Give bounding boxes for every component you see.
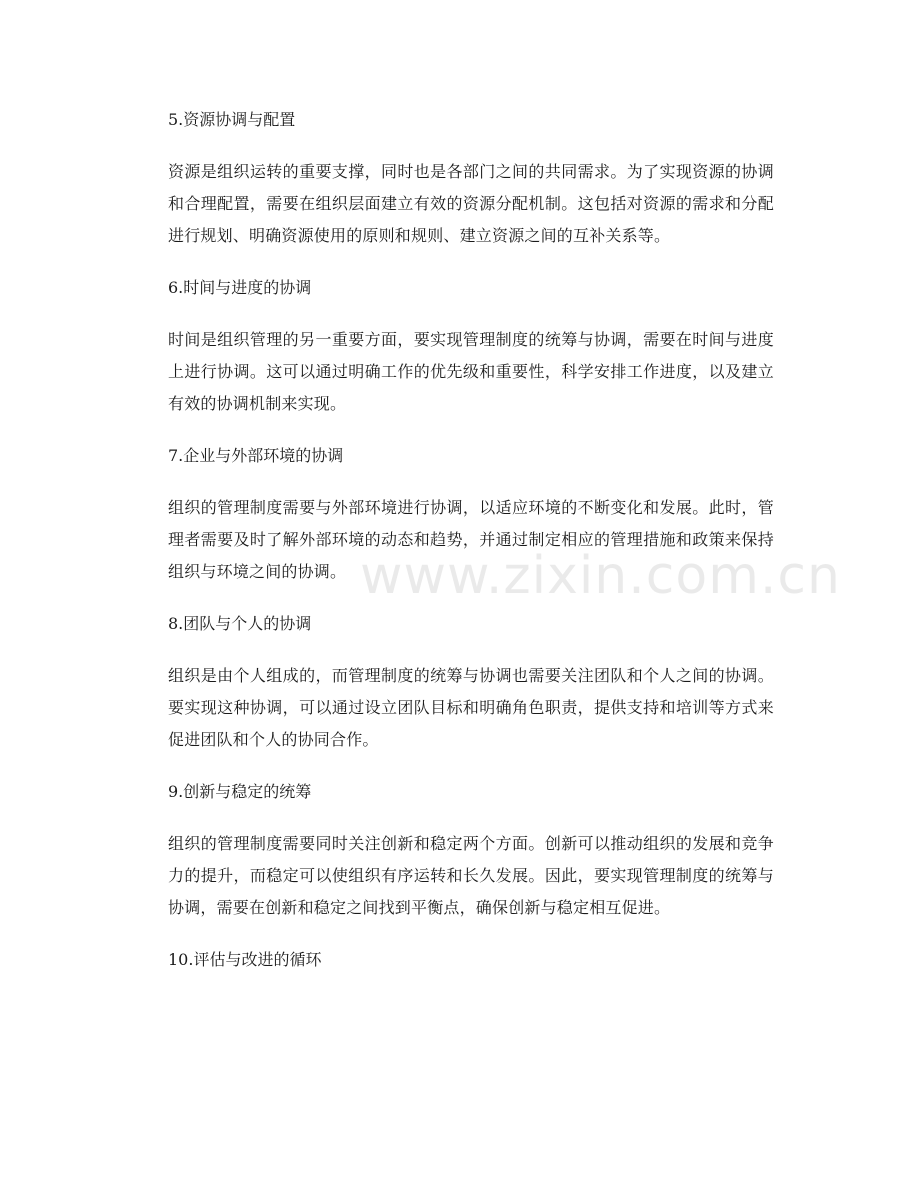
section-heading: 7.企业与外部环境的协调 <box>168 446 344 465</box>
section-time-coordination <box>168 272 774 420</box>
section-innovation-stability <box>168 776 774 924</box>
section-heading: 10.评估与改进的循环 <box>168 950 322 969</box>
section-paragraph: 组织的管理制度需要同时关注创新和稳定两个方面。创新可以推动组织的发展和竞争力的提升，而稳定可以使组织有序运转和长久发展。因此，要实现管理制度的统筹与协调，需要在创新和稳定之间找到平衡点，确保创新与稳定相互促进。 <box>168 834 774 917</box>
section-evaluation-improvement <box>168 944 774 976</box>
watermark: www.zixin.com.cn <box>360 546 841 606</box>
section-paragraph: 组织的管理制度需要与外部环境进行协调，以适应环境的不断变化和发展。此时，管理者需要及时了解外部环境的动态和趋势，并通过制定相应的管理措施和政策来保持组织与环境之间的协调。 <box>168 498 774 581</box>
section-paragraph: 时间是组织管理的另一重要方面，要实现管理制度的统筹与协调，需要在时间与进度上进行协调。这可以通过明确工作的优先级和重要性，科学安排工作进度，以及建立有效的协调机制来实现。 <box>168 330 774 413</box>
section-heading: 8.团队与个人的协调 <box>168 614 312 633</box>
section-heading: 6.时间与进度的协调 <box>168 278 312 297</box>
section-team-individual <box>168 608 774 756</box>
section-paragraph: 组织是由个人组成的，而管理制度的统筹与协调也需要关注团队和个人之间的协调。要实现这种协调，可以通过设立团队目标和明确角色职责，提供支持和培训等方式来促进团队和个人的协同合作。 <box>168 666 774 749</box>
section-resource-coordination <box>168 104 774 252</box>
document-content <box>168 104 774 996</box>
section-heading: 9.创新与稳定的统筹 <box>168 782 312 801</box>
section-paragraph: 资源是组织运转的重要支撑，同时也是各部门之间的共同需求。为了实现资源的协调和合理配置，需要在组织层面建立有效的资源分配机制。这包括对资源的需求和分配进行规划、明确资源使用的原则和规则、建立资源之间的互补关系等。 <box>168 162 774 245</box>
section-heading: 5.资源协调与配置 <box>168 110 296 129</box>
section-external-environment <box>168 440 774 588</box>
